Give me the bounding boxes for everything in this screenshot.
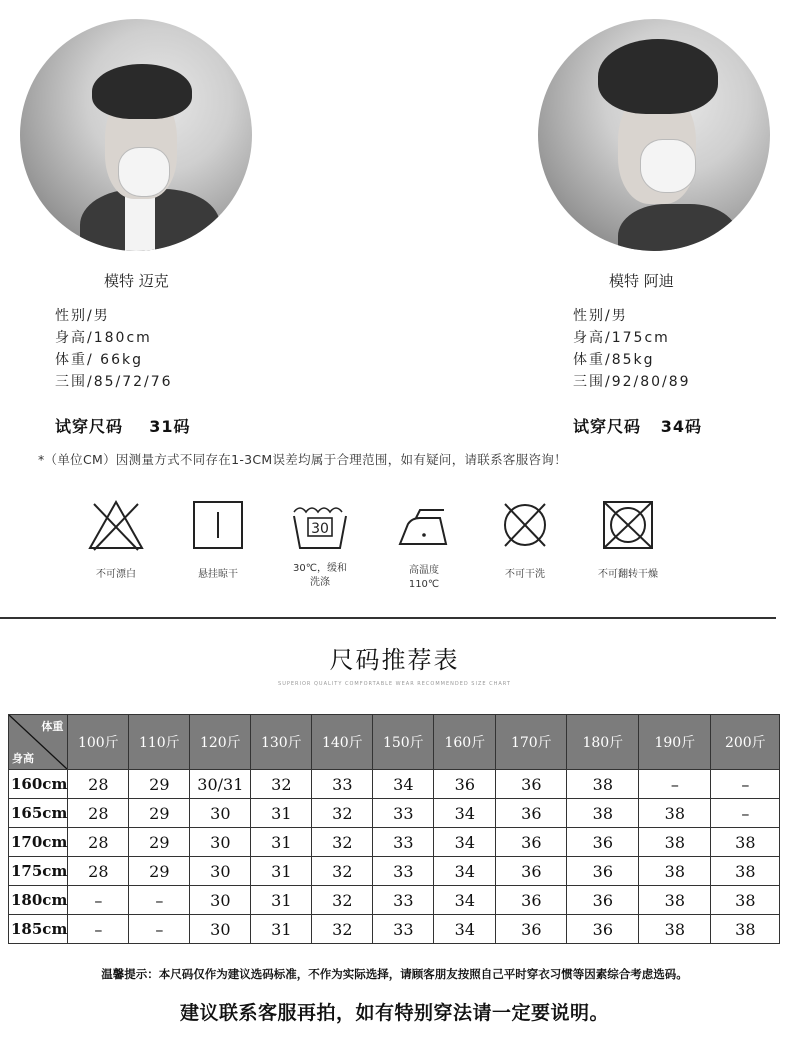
size-cell: 38 (639, 828, 711, 857)
weight-header: 100斤 (68, 715, 129, 770)
hang-dry-icon (188, 498, 248, 552)
iron-high-icon (394, 498, 454, 552)
size-cell: 28 (68, 799, 129, 828)
size-cell: 36 (496, 828, 567, 857)
size-cell: 38 (639, 857, 711, 886)
care-item-no-bleach (76, 498, 156, 582)
size-cell: 30 (190, 886, 251, 915)
size-cell: 33 (373, 828, 434, 857)
model-1-stats (55, 305, 173, 393)
contact-tip: 建议联系客服再拍，如有特别穿法请一定要说明。 (179, 1002, 609, 1024)
height-cell: 175cm (9, 857, 68, 886)
height-cell: 180cm (9, 886, 68, 915)
size-cell: 29 (129, 770, 190, 799)
model-2-stats (573, 305, 691, 393)
size-cell: 36 (567, 828, 639, 857)
size-cell: 32 (312, 799, 373, 828)
size-cell: – (639, 770, 711, 799)
size-cell: 34 (434, 799, 496, 828)
size-cell: 33 (373, 857, 434, 886)
size-tip: 温馨提示：本尺码仅作为建议选码标准，不作为实际选择，请顾客朋友按照自己平时穿衣习惯等因素综合考虑选码。 (101, 967, 688, 981)
size-cell: 33 (373, 915, 434, 944)
size-cell: 31 (251, 886, 312, 915)
care-label: 悬挂晾干 (198, 569, 238, 580)
model-2-measurements: 三围/92/80/89 (573, 374, 691, 390)
size-cell: 38 (639, 915, 711, 944)
table-row (9, 799, 780, 828)
height-cell: 160cm (9, 770, 68, 799)
size-cell: 38 (711, 886, 780, 915)
table-row (9, 770, 780, 799)
size-cell: 34 (434, 857, 496, 886)
table-row (9, 886, 780, 915)
table-row (9, 828, 780, 857)
weight-header: 150斤 (373, 715, 434, 770)
care-item-no-tumble-dry (588, 498, 668, 582)
size-cell: 28 (68, 828, 129, 857)
size-cell: – (711, 770, 780, 799)
model-1-gender: 性别/男 (55, 308, 110, 324)
size-cell: 38 (711, 857, 780, 886)
size-cell: – (129, 915, 190, 944)
size-cell: 33 (312, 770, 373, 799)
model-2-photo (538, 19, 770, 251)
care-label: 不可漂白 (96, 569, 136, 580)
care-label: 30℃，缓和洗涤 (293, 563, 347, 588)
height-cell: 165cm (9, 799, 68, 828)
size-cell: 36 (496, 915, 567, 944)
table-row (9, 857, 780, 886)
size-cell: 30 (190, 828, 251, 857)
model-1-height: 身高/180cm (55, 330, 152, 346)
care-label: 高温度110℃ (408, 565, 440, 590)
height-cell: 185cm (9, 915, 68, 944)
height-cell: 170cm (9, 828, 68, 857)
size-cell: 30 (190, 857, 251, 886)
section-divider (0, 617, 776, 619)
size-cell: 36 (496, 886, 567, 915)
size-cell: 33 (373, 799, 434, 828)
size-cell: 31 (251, 857, 312, 886)
model-2-gender: 性别/男 (573, 308, 628, 324)
size-chart-subtitle: SUPERIOR QUALITY COMFORTABLE WEAR RECOMMENDED SIZE CHART (278, 681, 511, 687)
model-1-weight: 体重/ 66kg (55, 352, 143, 368)
corner-weight-label: 体重 (41, 720, 64, 733)
model-2-height: 身高/175cm (573, 330, 670, 346)
size-cell: 30 (190, 799, 251, 828)
weight-header: 120斤 (190, 715, 251, 770)
size-cell: 36 (567, 857, 639, 886)
care-label: 不可翻转干燥 (598, 569, 658, 580)
size-cell: 38 (639, 886, 711, 915)
size-cell: 36 (496, 857, 567, 886)
size-cell: – (129, 886, 190, 915)
size-cell: 32 (312, 857, 373, 886)
weight-header: 170斤 (496, 715, 567, 770)
size-chart-title: 尺码推荐表 (329, 646, 460, 674)
size-cell: 36 (567, 915, 639, 944)
size-cell: 36 (496, 770, 567, 799)
size-cell: 38 (567, 770, 639, 799)
size-cell: 29 (129, 799, 190, 828)
size-cell: 28 (68, 770, 129, 799)
model-2-name: 模特 阿迪 (609, 272, 674, 290)
wash-temperature: 30 (311, 521, 329, 537)
model-1-photo (20, 19, 252, 251)
weight-header: 160斤 (434, 715, 496, 770)
table-row (9, 915, 780, 944)
weight-header: 110斤 (129, 715, 190, 770)
care-item-iron (384, 498, 464, 592)
model-1-measurements: 三围/85/72/76 (55, 374, 173, 390)
size-table-header (9, 715, 780, 770)
care-label: 不可干洗 (505, 569, 545, 580)
size-cell: – (68, 915, 129, 944)
size-cell: 29 (129, 857, 190, 886)
size-cell: 31 (251, 915, 312, 944)
size-cell: 30/31 (190, 770, 251, 799)
no-dry-clean-icon (495, 498, 555, 552)
wash-30-icon (290, 498, 350, 552)
size-cell: 34 (434, 886, 496, 915)
corner-height-label: 身高 (12, 752, 34, 765)
size-cell: – (68, 886, 129, 915)
size-cell: 32 (312, 828, 373, 857)
size-cell: – (711, 799, 780, 828)
weight-header: 190斤 (639, 715, 711, 770)
size-cell: 34 (434, 828, 496, 857)
size-cell: 32 (312, 915, 373, 944)
size-cell: 31 (251, 828, 312, 857)
size-cell: 38 (711, 828, 780, 857)
no-tumble-dry-icon (598, 498, 658, 552)
size-table-corner (9, 715, 68, 770)
size-cell: 32 (251, 770, 312, 799)
size-cell: 29 (129, 828, 190, 857)
size-cell: 36 (434, 770, 496, 799)
care-item-wash-30 (280, 498, 360, 590)
no-bleach-icon (86, 498, 146, 552)
weight-header: 140斤 (312, 715, 373, 770)
size-cell: 31 (251, 799, 312, 828)
size-cell: 34 (373, 770, 434, 799)
size-cell: 38 (567, 799, 639, 828)
size-cell: 28 (68, 857, 129, 886)
size-table (8, 714, 780, 944)
size-cell: 36 (496, 799, 567, 828)
care-item-hang-dry (178, 498, 258, 582)
measurement-note: *（单位CM）因测量方式不同存在1-3CM误差均属于合理范围，如有疑问，请联系客服咨询！ (38, 452, 567, 467)
model-1-tryon-size: 试穿尺码 31码 (55, 417, 191, 436)
model-1-name: 模特 迈克 (104, 272, 169, 290)
size-cell: 33 (373, 886, 434, 915)
size-cell: 38 (711, 915, 780, 944)
weight-header: 130斤 (251, 715, 312, 770)
size-cell: 34 (434, 915, 496, 944)
size-cell: 38 (639, 799, 711, 828)
care-item-no-dry-clean (485, 498, 565, 582)
weight-header: 200斤 (711, 715, 780, 770)
size-cell: 36 (567, 886, 639, 915)
size-cell: 32 (312, 886, 373, 915)
model-2-weight: 体重/85kg (573, 352, 655, 368)
size-cell: 30 (190, 915, 251, 944)
model-2-tryon-size: 试穿尺码 34码 (573, 417, 702, 436)
weight-header: 180斤 (567, 715, 639, 770)
